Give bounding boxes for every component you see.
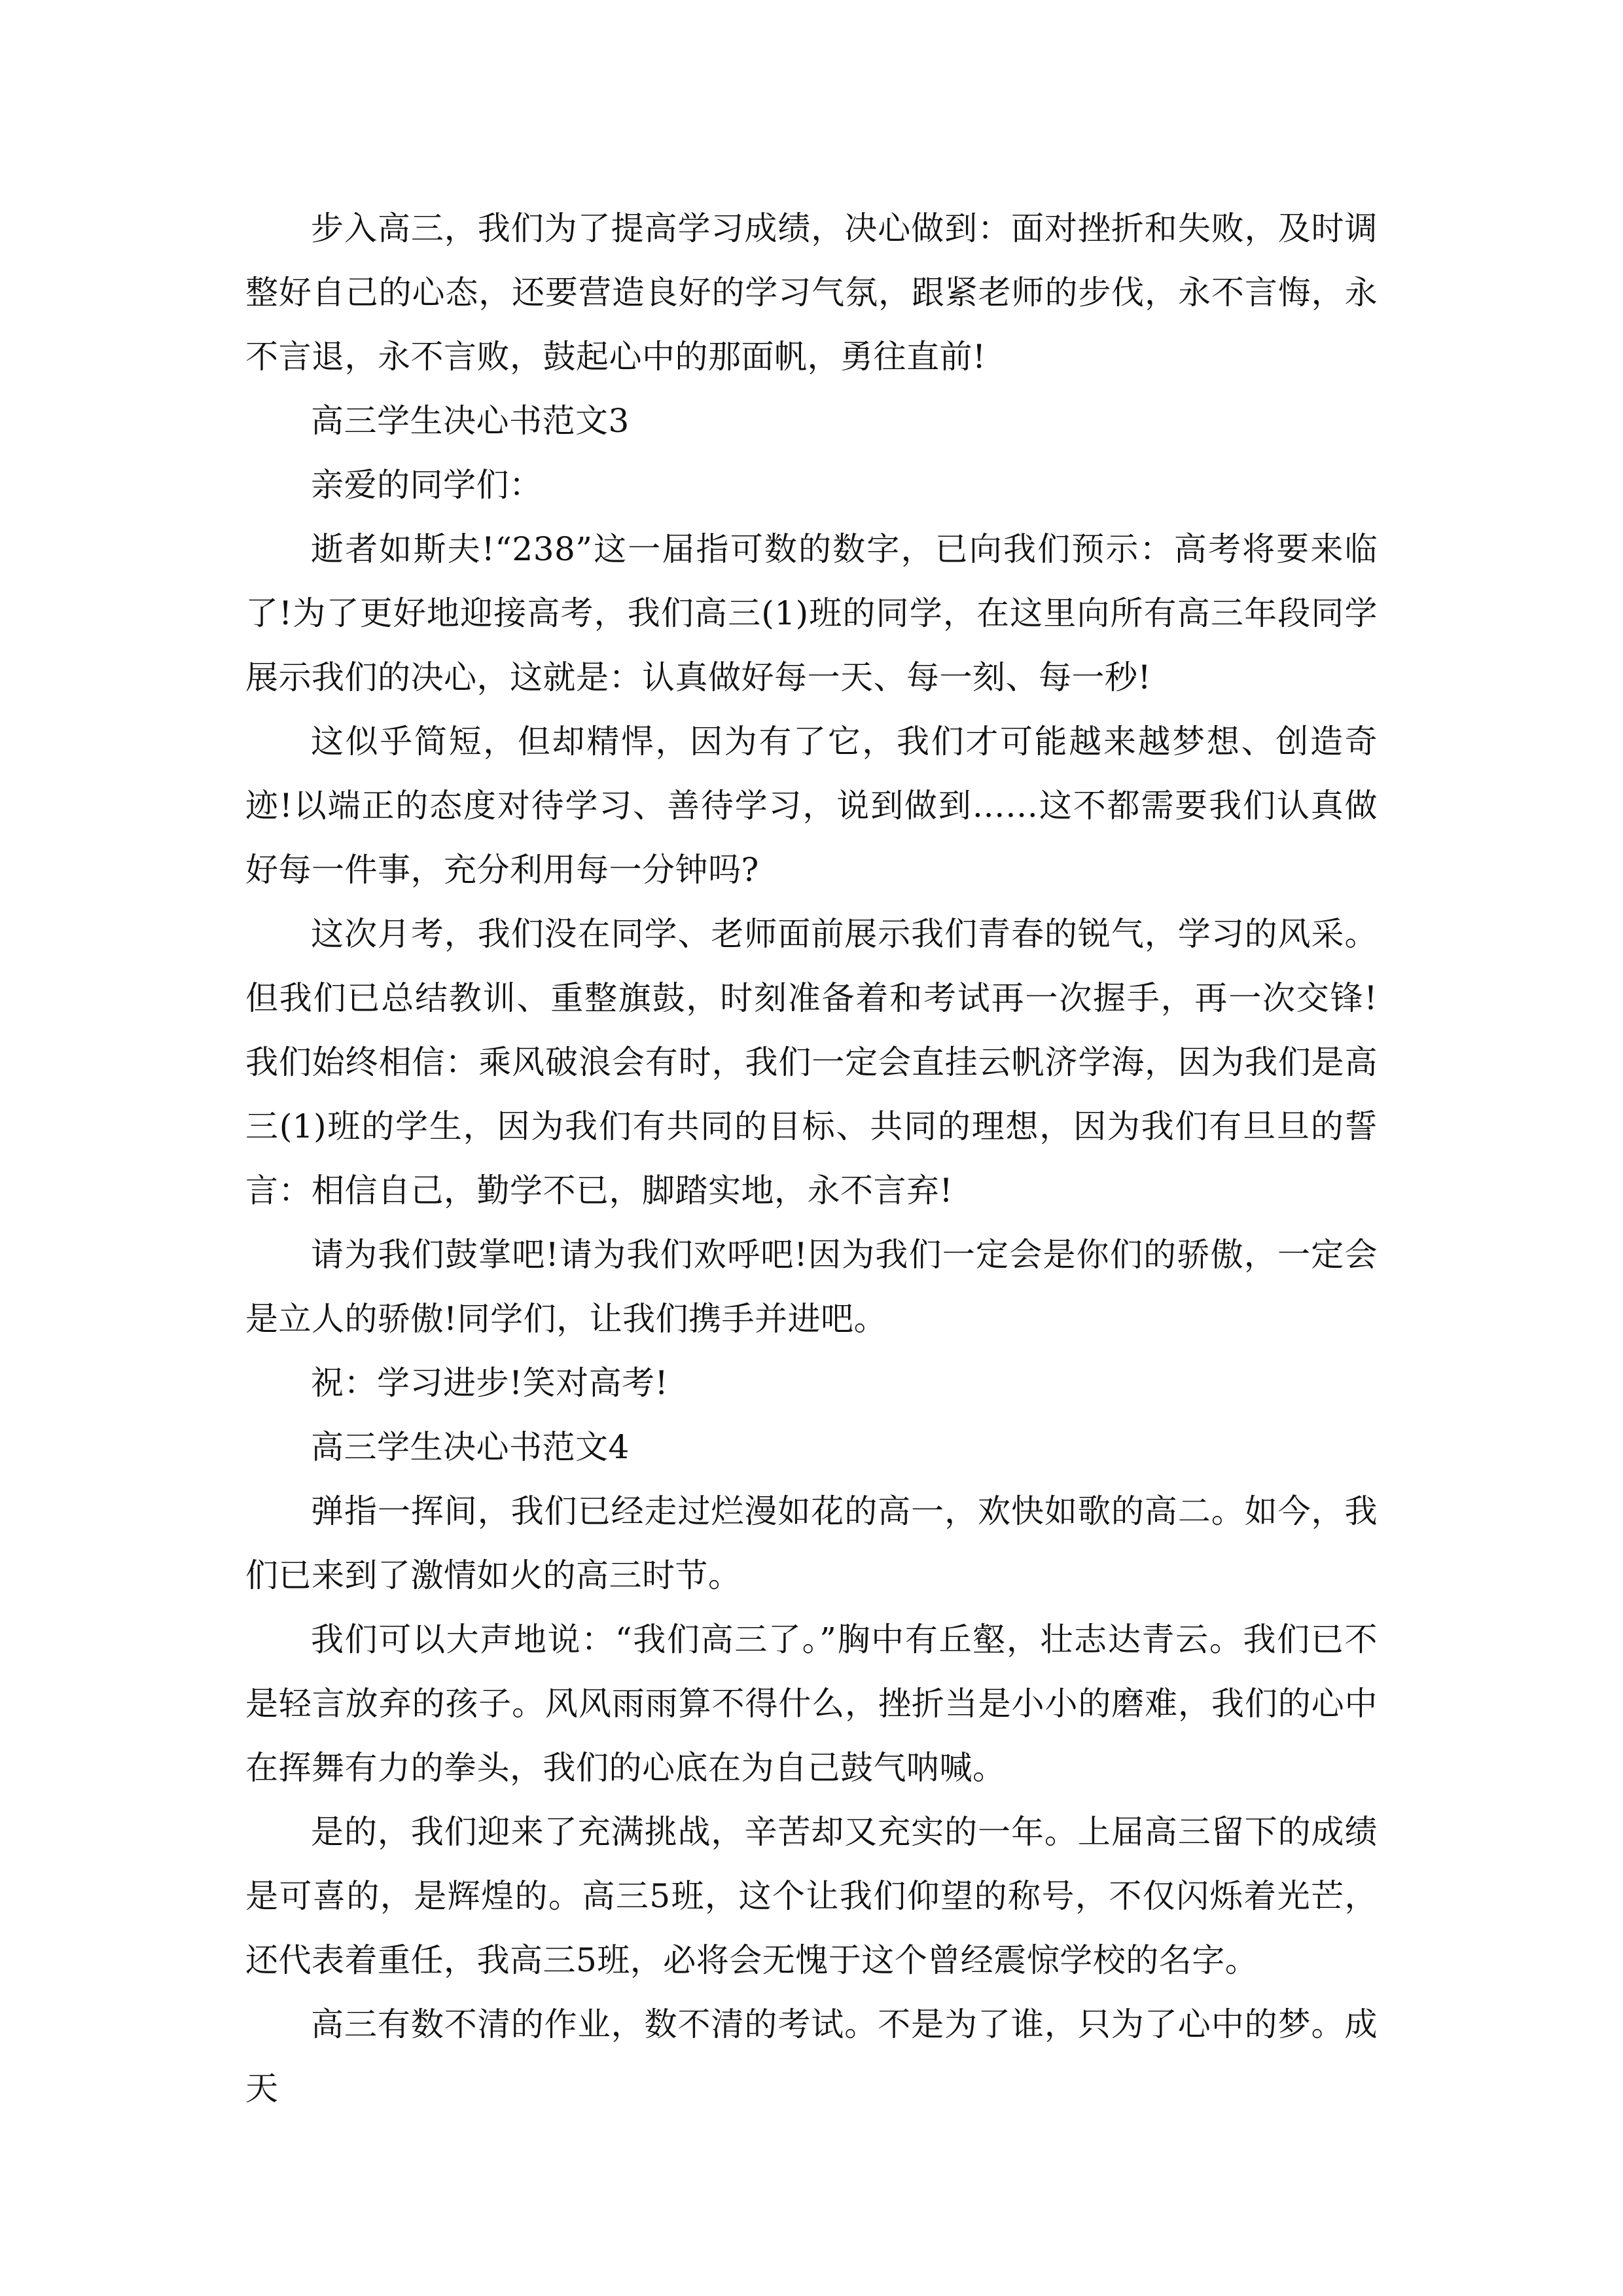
paragraph-countdown: 逝者如斯夫!“238”这一届指可数的数字，已向我们预示：高考将要来临了!为了更好地迎接高考，我们高三(1)班的同学，在这里向所有高三年段同学展示我们的决心，这就是：认真做好每一天、每一刻、每一秒! [245,530,1378,696]
paragraph-applause: 请为我们鼓掌吧!请为我们欢呼吧!因为我们一定会是你们的骄傲，一定会是立人的骄傲!同学们，让我们携手并进吧。 [245,1236,1378,1338]
paragraph-senior-year: 弹指一挥间，我们已经走过烂漫如花的高一，欢快如歌的高二。如今，我们已来到了激情如火的高三时节。 [245,1492,1378,1594]
paragraph-motto: 这似乎简短，但却精悍，因为有了它，我们才可能越来越梦想、创造奇迹!以端正的态度对待学习、善待学习，说到做到……这不都需要我们认真做好每一件事，充分利用每一分钟吗? [245,723,1378,889]
closing-wish: 祝：学习进步!笑对高考! [311,1364,669,1402]
paragraph-challenge: 是的，我们迎来了充满挑战，辛苦却又充实的一年。上届高三留下的成绩是可喜的，是辉煌的。高三5班，这个让我们仰望的称号，不仅闪烁着光芒，还代表着重任，我高三5班，必将会无愧于这个曾经震惊学校的名字。 [245,1813,1378,1979]
paragraph-declaration: 我们可以大声地说：“我们高三了。”胸中有丘壑，壮志达青云。我们已不是轻言放弃的孩子。风风雨雨算不得什么，挫折当是小小的磨难，我们的心中在挥舞有力的拳头，我们的心底在为自己鼓气呐喊。 [245,1621,1378,1787]
paragraph-homework: 高三有数不清的作业，数不清的考试。不是为了谁，只为了心中的梦。成天 [245,2005,1378,2108]
paragraph-resolution-intro: 步入高三，我们为了提高学习成绩，决心做到：面对挫折和失败，及时调整好自己的心态，还要营造良好的学习气氛，跟紧老师的步伐，永不言悔，永不言退，永不言败，鼓起心中的那面帆，勇往直前! [245,209,1378,376]
section-heading-sample-3: 高三学生决心书范文3 [311,402,630,440]
paragraph-monthly-exam: 这次月考，我们没在同学、老师面前展示我们青春的锐气，学习的风采。但我们已总结教训、重整旗鼓，时刻准备着和考试再一次握手，再一次交锋!我们始终相信：乘风破浪会有时，我们一定会直挂云帆济学海，因为我们是高三(1)班的学生，因为我们有共同的目标、共同的理想，因为我们有旦旦的誓言：相信自己，勤学不已，脚踏实地，永不言弃! [245,915,1378,1210]
document-page [245,196,1378,2121]
section-heading-sample-4: 高三学生决心书范文4 [311,1428,630,1466]
salutation: 亲爱的同学们： [311,466,543,504]
